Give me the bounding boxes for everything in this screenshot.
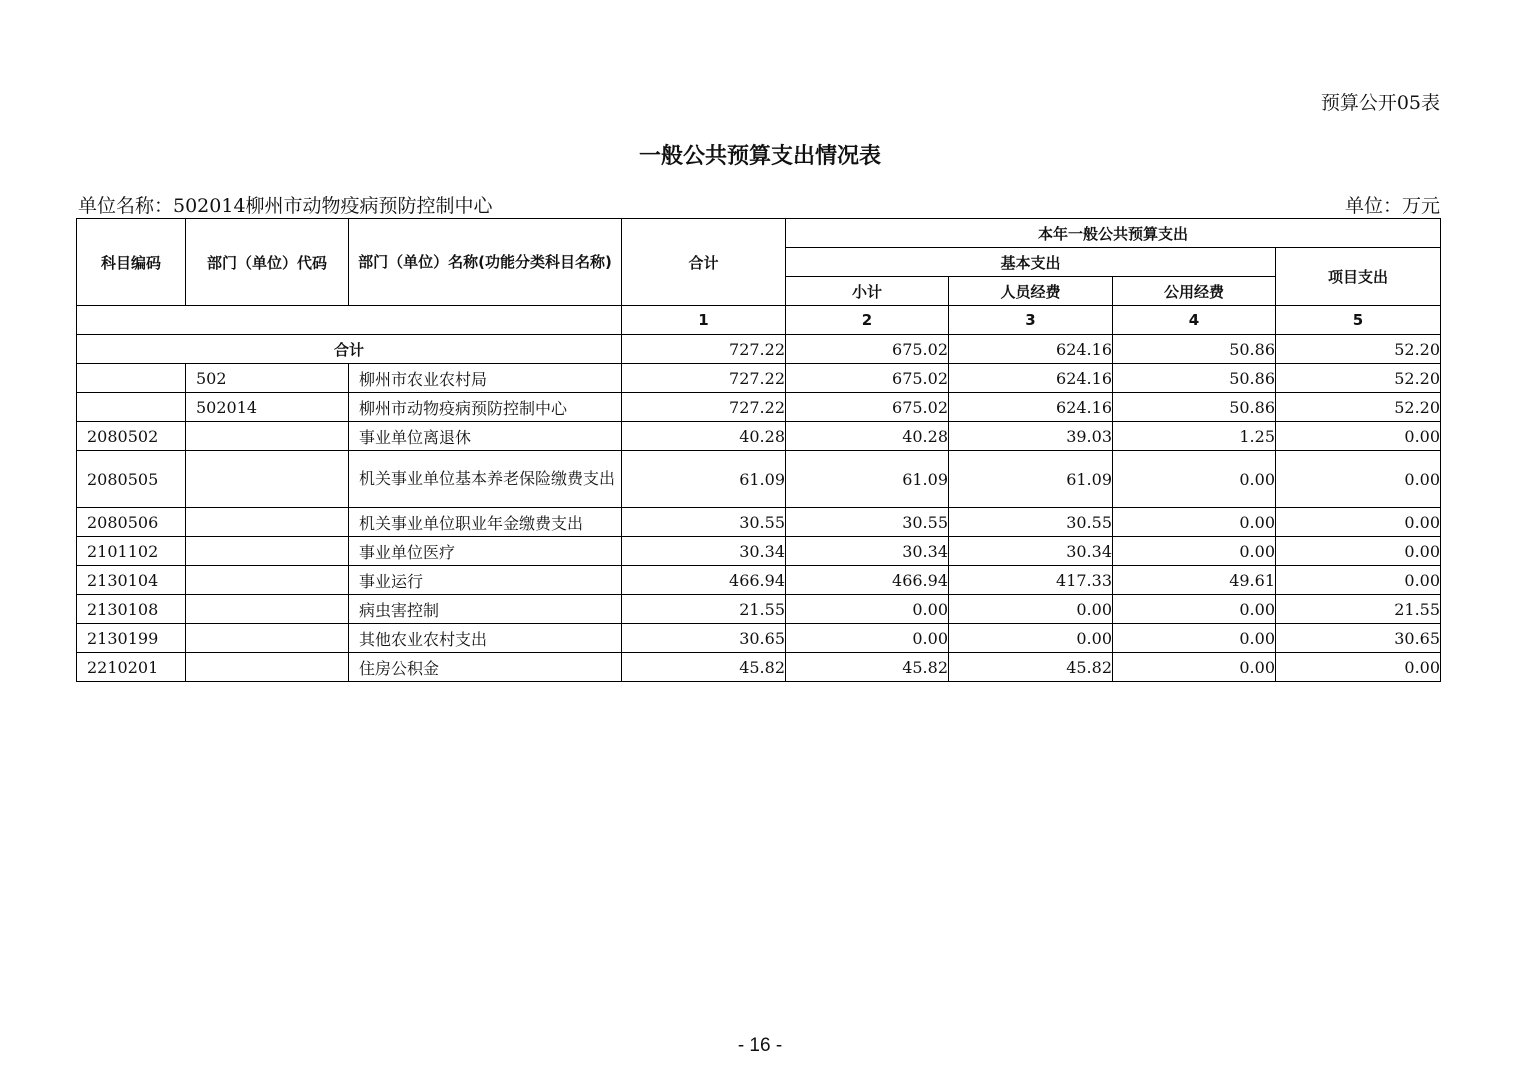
value-public: 0.00 [1113,595,1276,624]
col-num-2: 2 [786,306,949,335]
col-num-1: 1 [622,306,786,335]
table-row [77,624,1441,653]
header-dept-code: 部门（单位）代码 [186,219,349,306]
value-personnel: 39.03 [949,422,1113,451]
header-personnel: 人员经费 [949,277,1113,306]
value-public: 49.61 [1113,566,1276,595]
header-total: 合计 [622,219,786,306]
header-public: 公用经费 [1113,277,1276,306]
value-personnel: 624.16 [949,393,1113,422]
value-subtotal: 45.82 [786,653,949,682]
dept-code [186,422,349,451]
header-basic: 基本支出 [786,248,1276,277]
dept-name: 事业单位医疗 [349,537,622,566]
dept-name: 柳州市动物疫病预防控制中心 [349,393,622,422]
total-subtotal: 675.02 [786,335,949,364]
form-code: 预算公开05表 [1320,92,1440,114]
table-row [77,451,1441,508]
value-total: 40.28 [622,422,786,451]
subject-code: 2210201 [77,653,186,682]
dept-name: 病虫害控制 [349,595,622,624]
value-personnel: 0.00 [949,624,1113,653]
dept-code: 502 [186,364,349,393]
col-num-5: 5 [1276,306,1441,335]
total-value: 727.22 [622,335,786,364]
value-subtotal: 466.94 [786,566,949,595]
dept-name: 柳州市农业农村局 [349,364,622,393]
subject-code: 2080505 [77,451,186,508]
value-project: 21.55 [1276,595,1441,624]
value-total: 21.55 [622,595,786,624]
subject-code: 2130108 [77,595,186,624]
value-subtotal: 30.55 [786,508,949,537]
value-subtotal: 675.02 [786,364,949,393]
col-num-3: 3 [949,306,1113,335]
value-public: 50.86 [1113,393,1276,422]
value-total: 61.09 [622,451,786,508]
value-project: 52.20 [1276,393,1441,422]
dept-code: 502014 [186,393,349,422]
dept-code [186,624,349,653]
value-total: 727.22 [622,364,786,393]
table-row [77,393,1441,422]
value-personnel: 417.33 [949,566,1113,595]
dept-code [186,537,349,566]
value-personnel: 45.82 [949,653,1113,682]
header-dept-name: 部门（单位）名称(功能分类科目名称) [349,219,622,306]
value-total: 30.34 [622,537,786,566]
subject-code [77,393,186,422]
header-project: 项目支出 [1276,248,1441,306]
table-row [77,508,1441,537]
value-total: 30.55 [622,508,786,537]
value-subtotal: 40.28 [786,422,949,451]
header-spacer [77,306,622,335]
value-project: 0.00 [1276,653,1441,682]
value-personnel: 30.55 [949,508,1113,537]
value-total: 30.65 [622,624,786,653]
value-project: 0.00 [1276,508,1441,537]
table-row [77,653,1441,682]
header-subject-code: 科目编码 [77,219,186,306]
subject-code: 2080506 [77,508,186,537]
value-subtotal: 0.00 [786,595,949,624]
value-personnel: 0.00 [949,595,1113,624]
dept-name: 机关事业单位基本养老保险缴费支出 [349,451,622,508]
budget-table [76,218,1441,682]
dept-code [186,566,349,595]
table-row [77,595,1441,624]
value-public: 50.86 [1113,364,1276,393]
value-public: 1.25 [1113,422,1276,451]
col-num-4: 4 [1113,306,1276,335]
value-total: 45.82 [622,653,786,682]
value-public: 0.00 [1113,451,1276,508]
value-project: 0.00 [1276,451,1441,508]
header-subtotal: 小计 [786,277,949,306]
value-public: 0.00 [1113,537,1276,566]
value-total: 727.22 [622,393,786,422]
table-row [77,566,1441,595]
dept-name: 其他农业农村支出 [349,624,622,653]
value-subtotal: 61.09 [786,451,949,508]
total-row [77,335,1441,364]
dept-code [186,595,349,624]
value-subtotal: 0.00 [786,624,949,653]
value-personnel: 624.16 [949,364,1113,393]
page-title: 一般公共预算支出情况表 [638,144,881,169]
dept-code [186,508,349,537]
dept-name: 机关事业单位职业年金缴费支出 [349,508,622,537]
value-subtotal: 30.34 [786,537,949,566]
table-row [77,537,1441,566]
subject-code: 2130104 [77,566,186,595]
value-personnel: 61.09 [949,451,1113,508]
unit-name: 单位名称：502014柳州市动物疫病预防控制中心 [78,195,493,217]
dept-code [186,653,349,682]
value-project: 0.00 [1276,537,1441,566]
currency-unit: 单位：万元 [1344,195,1440,217]
table-row [77,364,1441,393]
header-current-year: 本年一般公共预算支出 [786,219,1441,248]
total-label: 合计 [77,335,622,364]
value-public: 0.00 [1113,624,1276,653]
dept-name: 事业运行 [349,566,622,595]
value-project: 0.00 [1276,566,1441,595]
value-project: 30.65 [1276,624,1441,653]
dept-code [186,451,349,508]
dept-name: 住房公积金 [349,653,622,682]
dept-name: 事业单位离退休 [349,422,622,451]
total-project: 52.20 [1276,335,1441,364]
total-personnel: 624.16 [949,335,1113,364]
subject-code: 2080502 [77,422,186,451]
subject-code: 2130199 [77,624,186,653]
value-subtotal: 675.02 [786,393,949,422]
subject-code [77,364,186,393]
value-project: 0.00 [1276,422,1441,451]
value-personnel: 30.34 [949,537,1113,566]
value-project: 52.20 [1276,364,1441,393]
page-number: - 16 - [737,1035,783,1056]
table-row [77,422,1441,451]
value-public: 0.00 [1113,653,1276,682]
subject-code: 2101102 [77,537,186,566]
value-public: 0.00 [1113,508,1276,537]
value-total: 466.94 [622,566,786,595]
total-public: 50.86 [1113,335,1276,364]
